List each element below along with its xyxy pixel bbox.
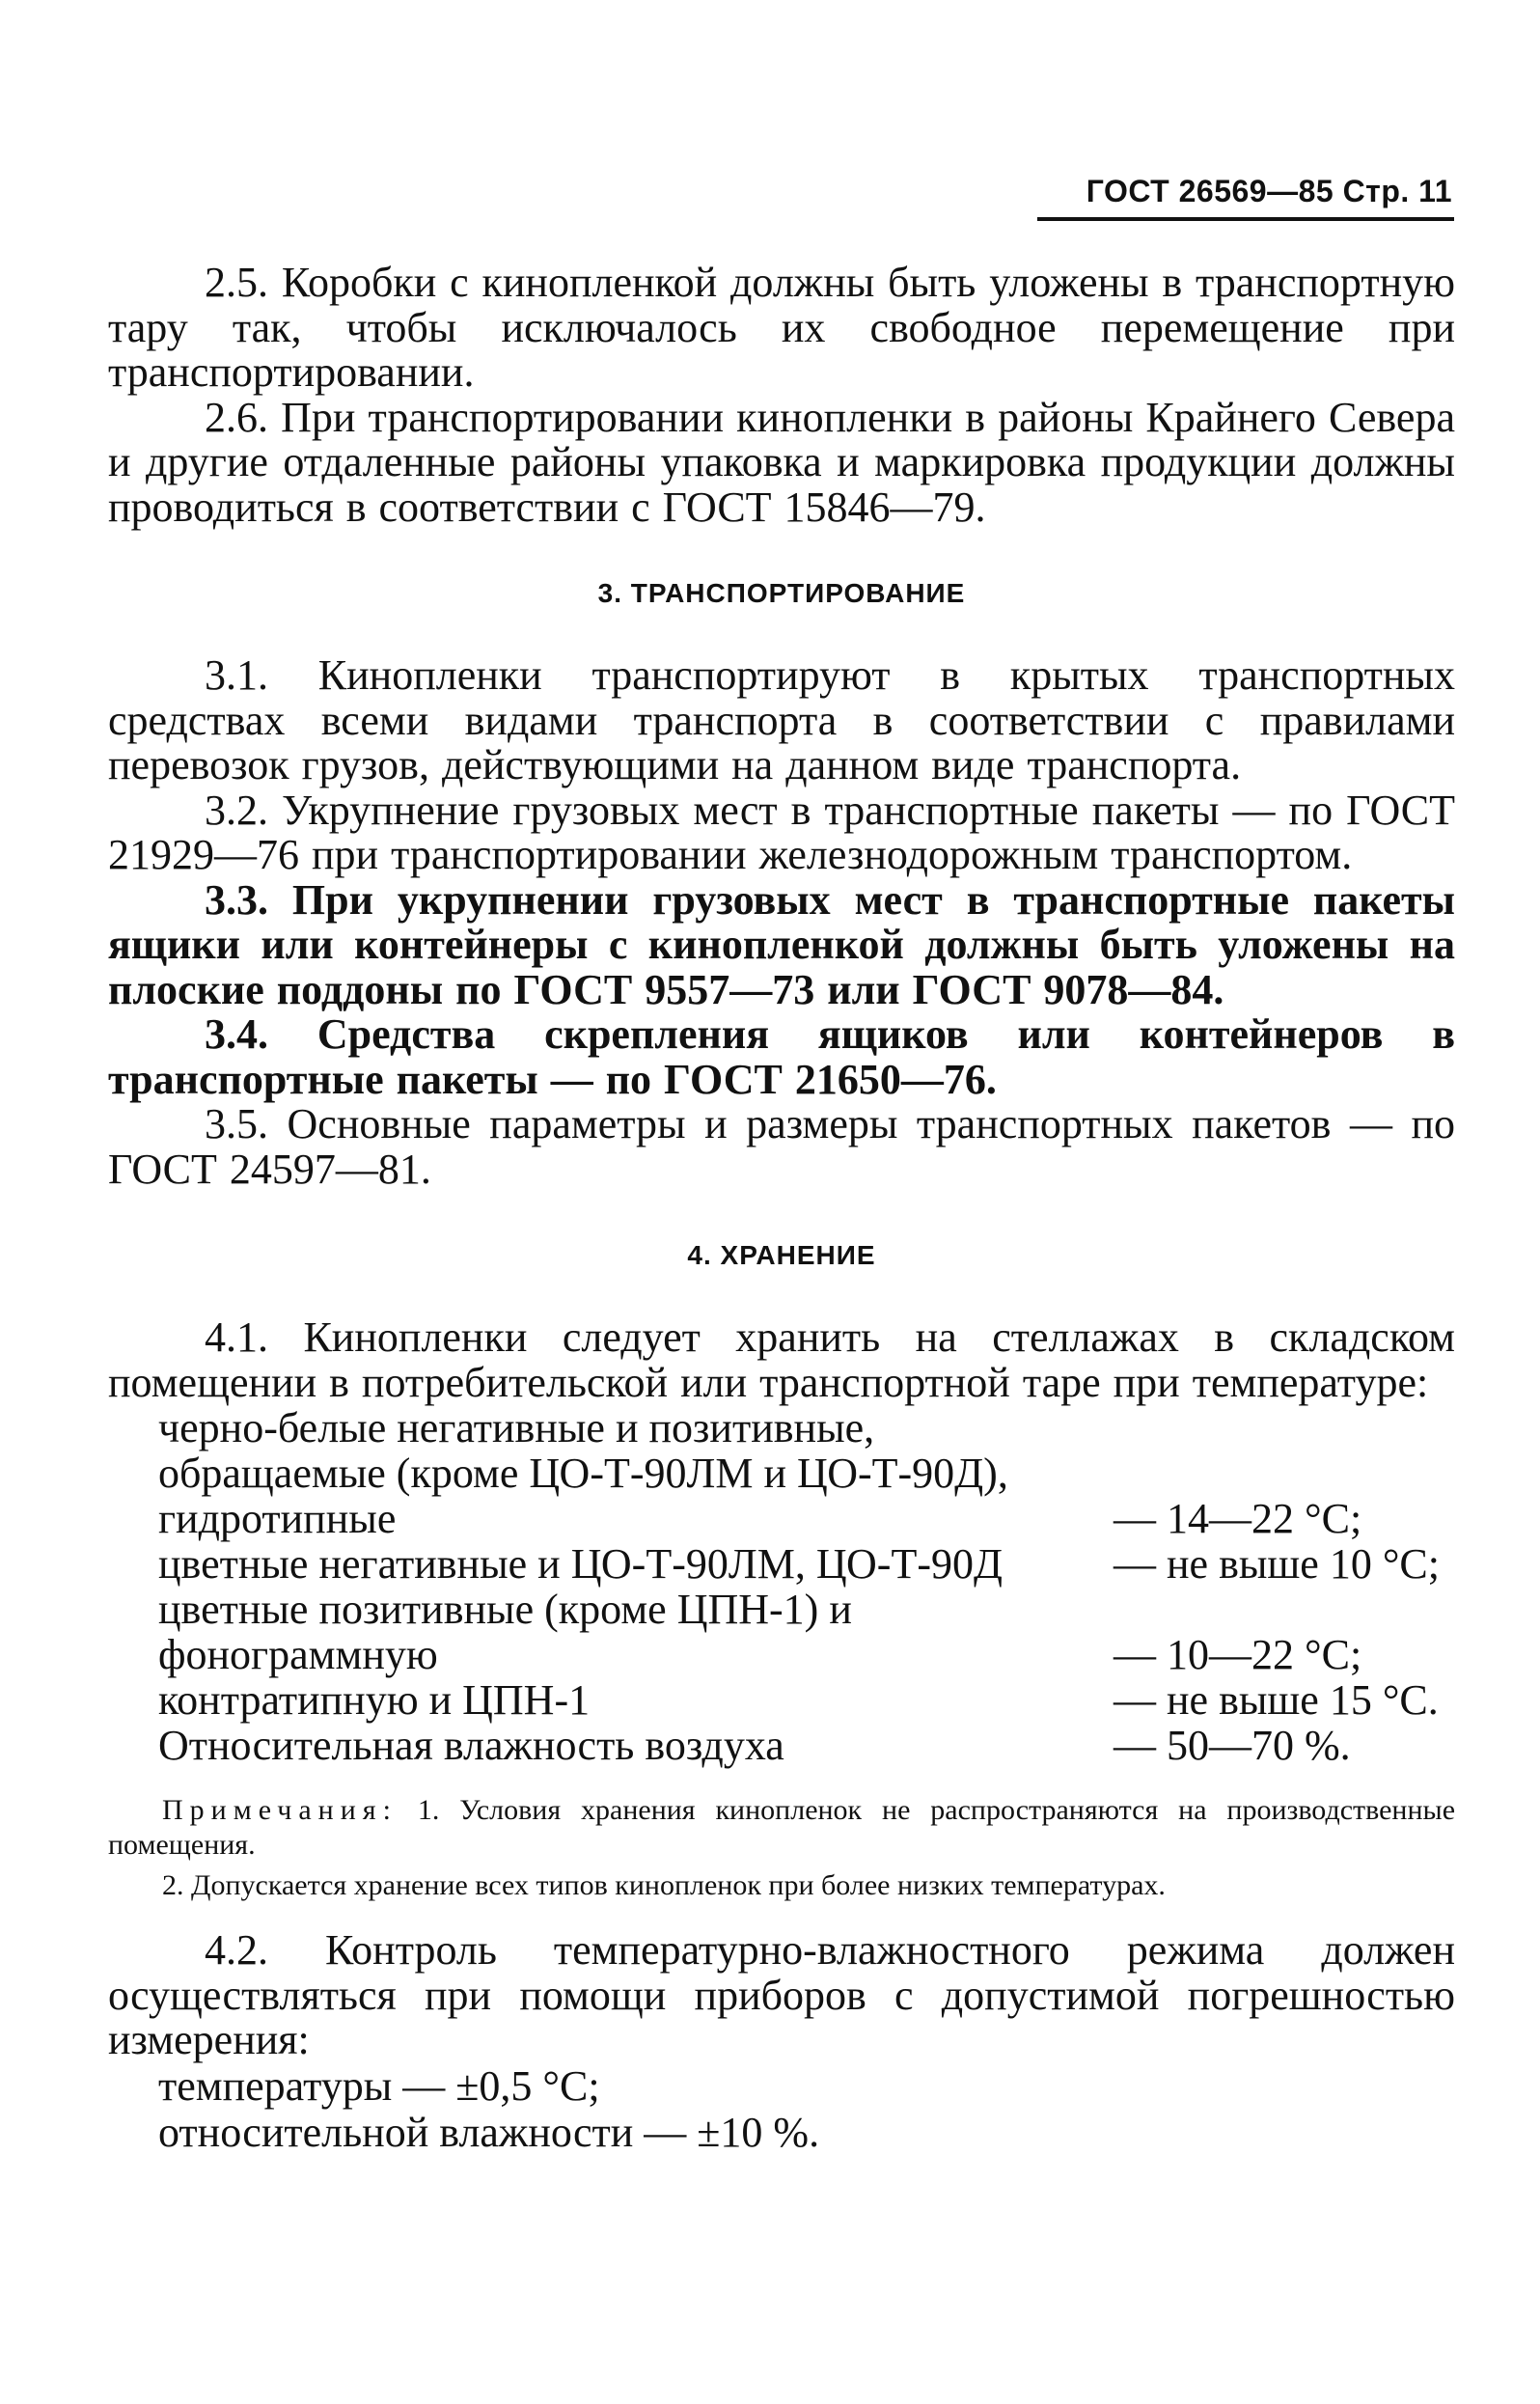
header-rule <box>1037 217 1454 221</box>
section-3-title: 3. ТРАНСПОРТИРОВАНИЕ <box>597 578 966 608</box>
accuracy-humidity: относительной влажности — ±10 %. <box>158 2108 820 2156</box>
note-1-text: 1. Условия хранения кинопленок не распространяются на производственные помещения. <box>108 1794 1456 1861</box>
temperature-row <box>158 1587 1455 1632</box>
temperature-label: гидротипные <box>158 1495 397 1542</box>
temperature-label: цветные негативные и ЦО-Т-90ЛМ, ЦО-Т-90Д <box>158 1540 1003 1588</box>
paragraph-3-4: 3.4. Средства скрепления ящиков или контейнеров в транспортные пакеты — по ГОСТ 21650—76. <box>108 1010 1455 1103</box>
temperature-label: фонограммную <box>158 1631 438 1678</box>
section-4-2 <box>108 1928 1455 2156</box>
temperature-value: — 10—22 °С; <box>1114 1631 1362 1678</box>
temperature-row <box>158 1541 1455 1587</box>
temperature-value: — не выше 15 °С. <box>1114 1676 1439 1724</box>
temperature-label: черно-белые негативные и позитивные, <box>158 1404 875 1451</box>
temperature-value <box>1114 1405 1455 1451</box>
section-4-title: 4. ХРАНЕНИЕ <box>687 1240 876 1270</box>
temperature-value <box>1114 1587 1455 1632</box>
paragraph-2-5: 2.5. Коробки с кинопленкой должны быть уложены в транспортную тару так, чтобы исключалось их свободное перемещение при транспортировании. <box>108 259 1455 396</box>
temperature-label: обращаемые (кроме ЦО-Т-90ЛМ и ЦО-Т-90Д), <box>158 1450 1008 1497</box>
paragraph-3-2: 3.2. Укрупнение грузовых мест в транспортные пакеты — по ГОСТ 21929—76 при транспортировании железнодорожным транспортом. <box>108 786 1455 878</box>
paragraph-3-3: 3.3. При укрупнении грузовых мест в транспортные пакеты ящики или контейнеры с кинопленкой должны быть уложены на плоские поддоны по ГОСТ 9557—73 или ГОСТ 9078—84. <box>108 875 1455 1013</box>
temperature-row <box>158 1677 1455 1723</box>
paragraph-2-6: 2.6. При транспортировании кинопленки в районы Крайнего Севера и другие отдаленные районы упаковка и маркировка продукции должны проводиться в соответствии с ГОСТ 15846—79. <box>108 393 1455 531</box>
page-content <box>108 261 1455 2156</box>
accuracy-temperature: температуры — ±0,5 °С; <box>158 2061 600 2110</box>
temperature-list <box>108 1405 1455 1768</box>
notes-label: Примечания: <box>162 1794 398 1826</box>
temperature-value <box>1114 1451 1455 1496</box>
page-header: ГОСТ 26569—85 Стр. 11 <box>1086 174 1452 208</box>
temperature-row <box>158 1451 1455 1496</box>
paragraph-4-1: 4.1. Кинопленки следует хранить на стеллажах в складском помещении в потребительской или транспортной таре при температуре: <box>108 1313 1455 1406</box>
temperature-label: контратипную и ЦПН-1 <box>158 1676 591 1724</box>
temperature-row <box>158 1405 1455 1451</box>
temperature-value: — 14—22 °С; <box>1114 1495 1362 1542</box>
temperature-row <box>158 1723 1455 1768</box>
temperature-row <box>158 1496 1455 1541</box>
temperature-value: — не выше 10 °С; <box>1114 1540 1440 1588</box>
note-1 <box>108 1793 1455 1863</box>
temperature-label: цветные позитивные (кроме ЦПН-1) и <box>158 1586 852 1633</box>
notes-block <box>108 1793 1455 1903</box>
paragraph-3-5: 3.5. Основные параметры и размеры транспортных пакетов — по ГОСТ 24597—81. <box>108 1100 1455 1193</box>
note-2: 2. Допускается хранение всех типов кинопленок при более низких температурах. <box>162 1869 1166 1901</box>
temperature-value: — 50—70 %. <box>1114 1722 1351 1769</box>
temperature-row <box>158 1632 1455 1677</box>
temperature-label: Относительная влажность воздуха <box>158 1722 784 1769</box>
paragraph-4-2: 4.2. Контроль температурно-влажностного режима должен осуществляться при помощи приборов с допустимой погрешностью измерения: <box>108 1926 1455 2063</box>
paragraph-3-1: 3.1. Кинопленки транспортируют в крытых транспортных средствах всеми видами транспорта в соответствии с правилами перевозок грузов, действующими на данном виде транспорта. <box>108 651 1455 788</box>
